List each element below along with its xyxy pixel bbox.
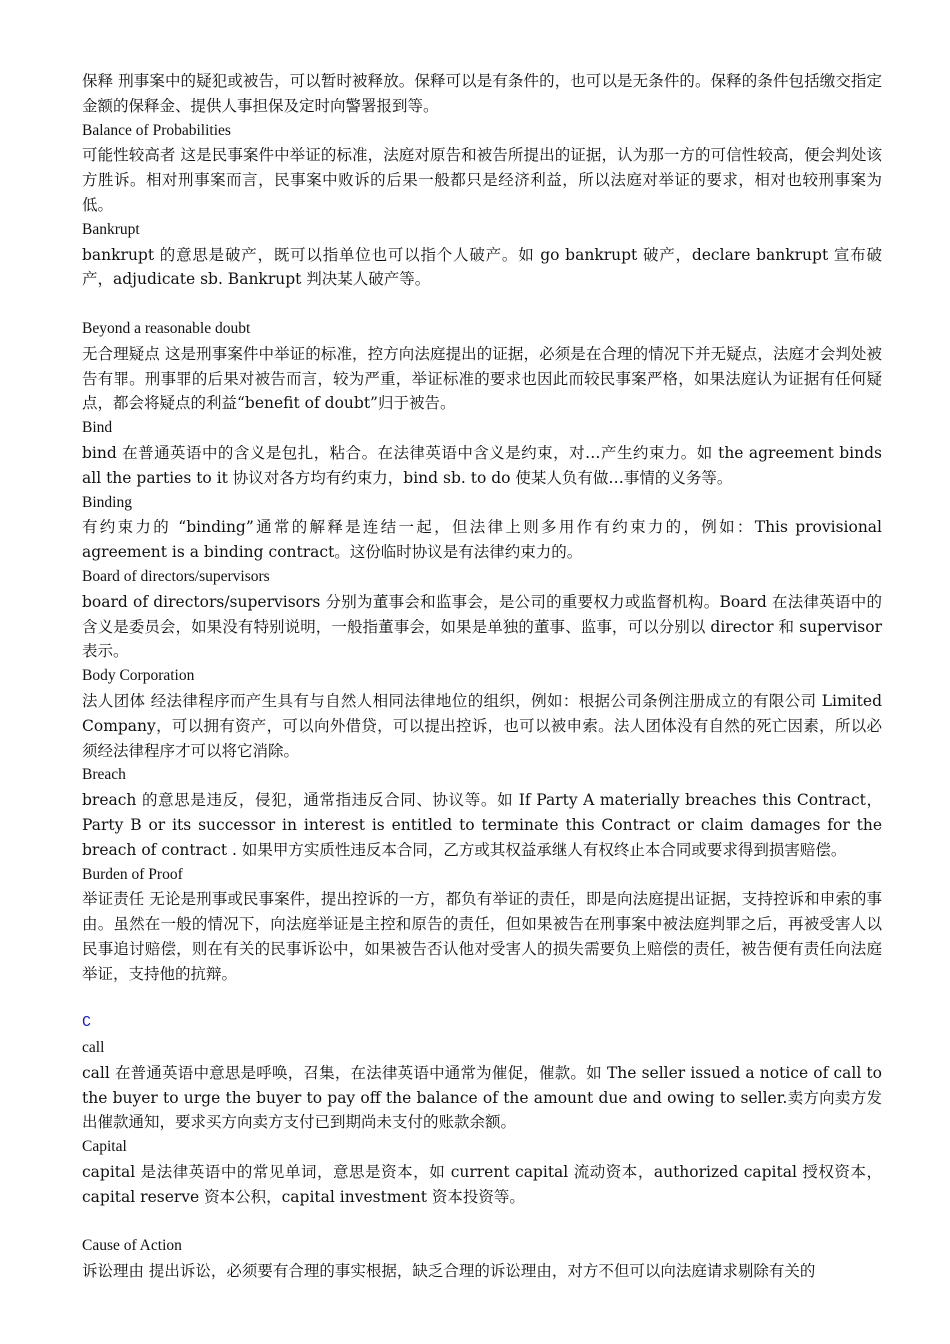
entry-definition: bind 在普通英语中的含义是包扎，粘合。在法律英语中含义是约束，对…产生约束力。如 the agreement binds all the parties to it 协议对各方均有约束力，bind sb. to do 使某人负有做…事情的义务等。 [82, 443, 882, 487]
entry-term: Board of directors/supervisors [82, 567, 270, 585]
blank-line [82, 986, 882, 1011]
entry-definition: 有约束力的 “binding”通常的解释是连结一起，但法律上则多用作有约束力的，例如：This provisional agreement is a binding contract。这份临时协议是有法律约束力的。 [82, 518, 882, 562]
blank-line [82, 292, 882, 317]
entry-term: Binding [82, 493, 132, 511]
entry-definition: 诉讼理由 提出诉讼，必须要有合理的事实根据，缺乏合理的诉讼理由，对方不但可以向法庭请求剔除有关的 [82, 1262, 816, 1281]
entry-definition: 举证责任 无论是刑事或民事案件，提出控诉的一方，都负有举证的责任，即是向法庭提出证据，支持控诉和申索的事由。虽然在一般的情况下，向法庭举证是主控和原告的责任，但如果被告在刑事案中被法庭判罪之后，再被受害人以民事追讨赔偿，则在有关的民事诉讼中，如果被告否认他对受害人的损失需要负上赔偿的责任，被告便有责任向法庭举证，支持他的抗辩。 [82, 890, 882, 983]
entry-definition: bankrupt 的意思是破产，既可以指单位也可以指个人破产。如 go bankrupt 破产，declare bankrupt 宣布破产，adjudicate sb. Bankrupt 判决某人破产等。 [82, 245, 882, 289]
entry-term: Capital [82, 1138, 127, 1156]
blank-line [82, 1210, 882, 1235]
entry-term: Burden of Proof [82, 865, 183, 883]
entry-definition: breach 的意思是违反，侵犯，通常指违反合同、协议等。如 If Party A materially breaches this Contract，Party B or its successor in interest is entitled to terminate this Contract or claim damages for the breach of contract . 如果甲方实质性违反本合同，乙方或其权益承继人有权终止本合同或要求得到损害赔偿。 [82, 791, 882, 859]
entry-definition: 无合理疑点 这是刑事案件中举证的标准，控方向法庭提出的证据，必须是在合理的情况下并无疑点，法庭才会判处被告有罪。刑事罪的后果对被告而言，较为严重，举证标准的要求也因此而较民事案严格，如果法庭认为证据有任何疑点，都会将疑点的利益“benefit of doubt”归于被告。 [82, 344, 882, 413]
section-letter-heading: C [82, 1014, 92, 1032]
entry-term: Bind [82, 419, 113, 437]
entry-term: Bankrupt [82, 220, 140, 238]
entry-definition: board of directors/supervisors 分别为董事会和监事会，是公司的重要权力或监督机构。Board 在法律英语中的含义是委员会，如果没有特别说明，一般指董事会，如果是单独的董事、监事，可以分别以 director 和 supervisor 表示。 [82, 592, 882, 661]
entry-definition: call 在普通英语中意思是呼唤，召集，在法律英语中通常为催促，催款。如 The seller issued a notice of call to the buyer to urge the buyer to pay off the balance of the amount due and owing to seller.卖方向卖方发出催款通知，要求买方向卖方支付已到期尚未支付的账款余额。 [82, 1063, 882, 1132]
entry-definition-bail: 保释 刑事案中的疑犯或被告，可以暂时被释放。保释可以是有条件的，也可以是无条件的。保释的条件包括缴交指定金额的保释金、提供人事担保及定时向警署报到等。 [82, 72, 882, 115]
entry-term: Cause of Action [82, 1237, 182, 1255]
entry-term: Beyond a reasonable doubt [82, 319, 251, 337]
entry-term: call [82, 1039, 105, 1057]
entry-definition: capital 是法律英语中的常见单词，意思是资本，如 current capital 流动资本，authorized capital 授权资本，capital reserve 资本公积，capital investment 资本投资等。 [82, 1163, 882, 1206]
document-page [82, 69, 882, 1284]
entry-definition: 法人团体 经法律程序而产生具有与自然人相同法律地位的组织，例如：根据公司条例注册成立的有限公司 Limited Company，可以拥有资产，可以向外借贷，可以提出控诉，也可以被申索。法人团体没有自然的死亡因素，所以必须经法律程序才可以将它消除。 [82, 691, 882, 760]
entry-term: Balance of Probabilities [82, 121, 231, 139]
entry-term: Body Corporation [82, 667, 195, 685]
entry-definition: 可能性较高者 这是民事案件中举证的标准，法庭对原告和被告所提出的证据，认为那一方的可信性较高，便会判处该方胜诉。相对刑事案而言，民事案中败诉的后果一般都只是经济利益，所以法庭对举证的要求，相对也较刑事案为低。 [82, 146, 882, 214]
entry-term: Breach [82, 766, 126, 784]
